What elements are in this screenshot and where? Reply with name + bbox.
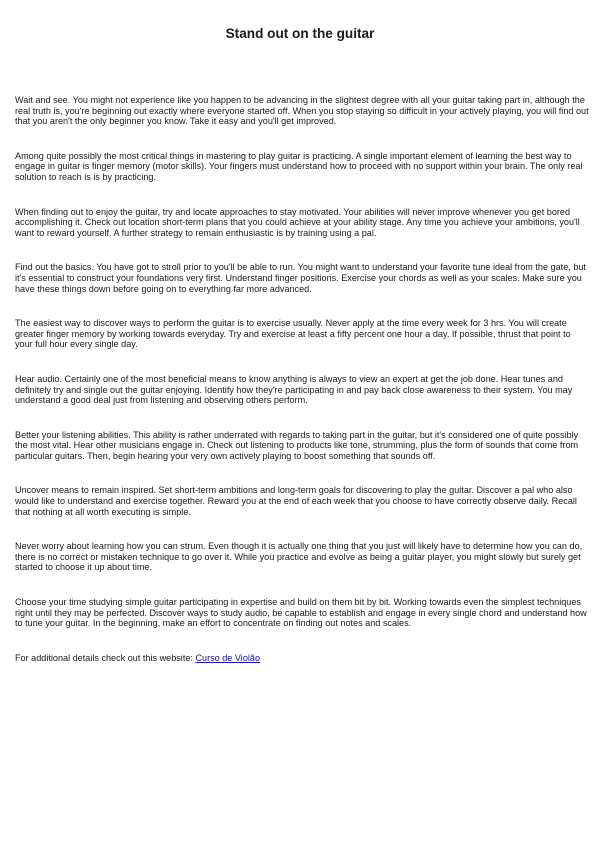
page-title: Stand out on the guitar xyxy=(225,26,375,41)
paragraph-3: When finding out to enjoy the guitar, try and locate approaches to stay motivated. Your abilities will never improve whenever you get bored accomplishing it. Check out location short-term plans that you could achieve at your ability stage. Any time you achieve your ambitions, you'll want to reward yourself. A further strategy to remain enthusiastic is by training using a pal. xyxy=(15,206,580,238)
footer-link[interactable]: Curso de Violão xyxy=(195,652,261,663)
paragraph-7: Better your listening abilities. This ability is rather underrated with regards to taking part in the guitar, but it's considered one of quite possibly the most vital. Hear other musicians engage in. Check out listening to products like tone, strumming, plus the form of sounds that come from particular guitars. Then, begin hearing your very own actively playing to boost something that sounds off. xyxy=(15,429,579,461)
paragraph-9: Never worry about learning how you can strum. Even though it is actually one thing that you just will likely have to determine how you can do, there is no correct or mistaken technique to go over it. While you practice and evolve as being a guitar player, you might slowly but surely get started to choose it up about time. xyxy=(15,541,583,573)
paragraph-4: Find out the basics. You have got to stroll prior to you'll be able to run. You might want to understand your favorite tune ideal from the gate, but it's essential to construct your foundations very first. Understand finger positions. Exercise your chords as well as your scales. Make sure you have these things down before going on to everything far more advanced. xyxy=(15,262,586,294)
paragraph-8: Uncover means to remain inspired. Set short-term ambitions and long-term goals for discovering to play the guitar. Discover a pal who also would like to understand and exercise together. Reward you at the end of each week that you choose to have correctly observe daily. Recall that nothing at all worth executing is simple. xyxy=(15,485,577,517)
footer-line xyxy=(15,653,590,664)
article-body xyxy=(15,95,590,663)
paragraph-10: Choose your time studying simple guitar participating in expertise and build on them bit by bit. Working towards even the simplest techniques right until they may be perfected. Discover ways to study audio, be capable to establish and engage in every single chord and understand how to tune your guitar. In the beginning, make an effort to concentrate on finding out notes and scales. xyxy=(15,597,587,629)
paragraph-5: The easiest way to discover ways to perform the guitar is to exercise usually. Never apply at the time every week for 3 hrs. You will create greater finger memory by working towards everyday. Try and exercise at least a fifty percent one hour a day. If possible, thrust that point to your full hour every single day. xyxy=(15,318,571,350)
paragraph-6: Hear audio. Certainly one of the most beneficial means to know anything is always to view an expert at get the job done. Hear tunes and definitely try and single out the guitar enjoying. Identify how they're participating in and pay back close awareness to their system. You may understand a good deal just from listening and observing others perform. xyxy=(15,373,573,406)
footer-prefix: For additional details check out this website: xyxy=(15,652,196,663)
paragraph-2: Among quite possibly the most critical things in mastering to play guitar is practicing. A single important element of learning the best way to engage in guitar is finger memory (motor skills). Your fingers must understand how to proceed with no support within your brain. The only real solution to reach is is by practicing. xyxy=(15,150,583,182)
paragraph-1: Wait and see. You might not experience like you happen to be advancing in the slightest degree with all your guitar taking part in, although the real truth is, you're beginning out exactly where everyone started off. When you stop staying so difficult in your actively playing, you will find out that you aren't the only beginner you know. Take it easy and you'll get improved. xyxy=(15,95,589,127)
